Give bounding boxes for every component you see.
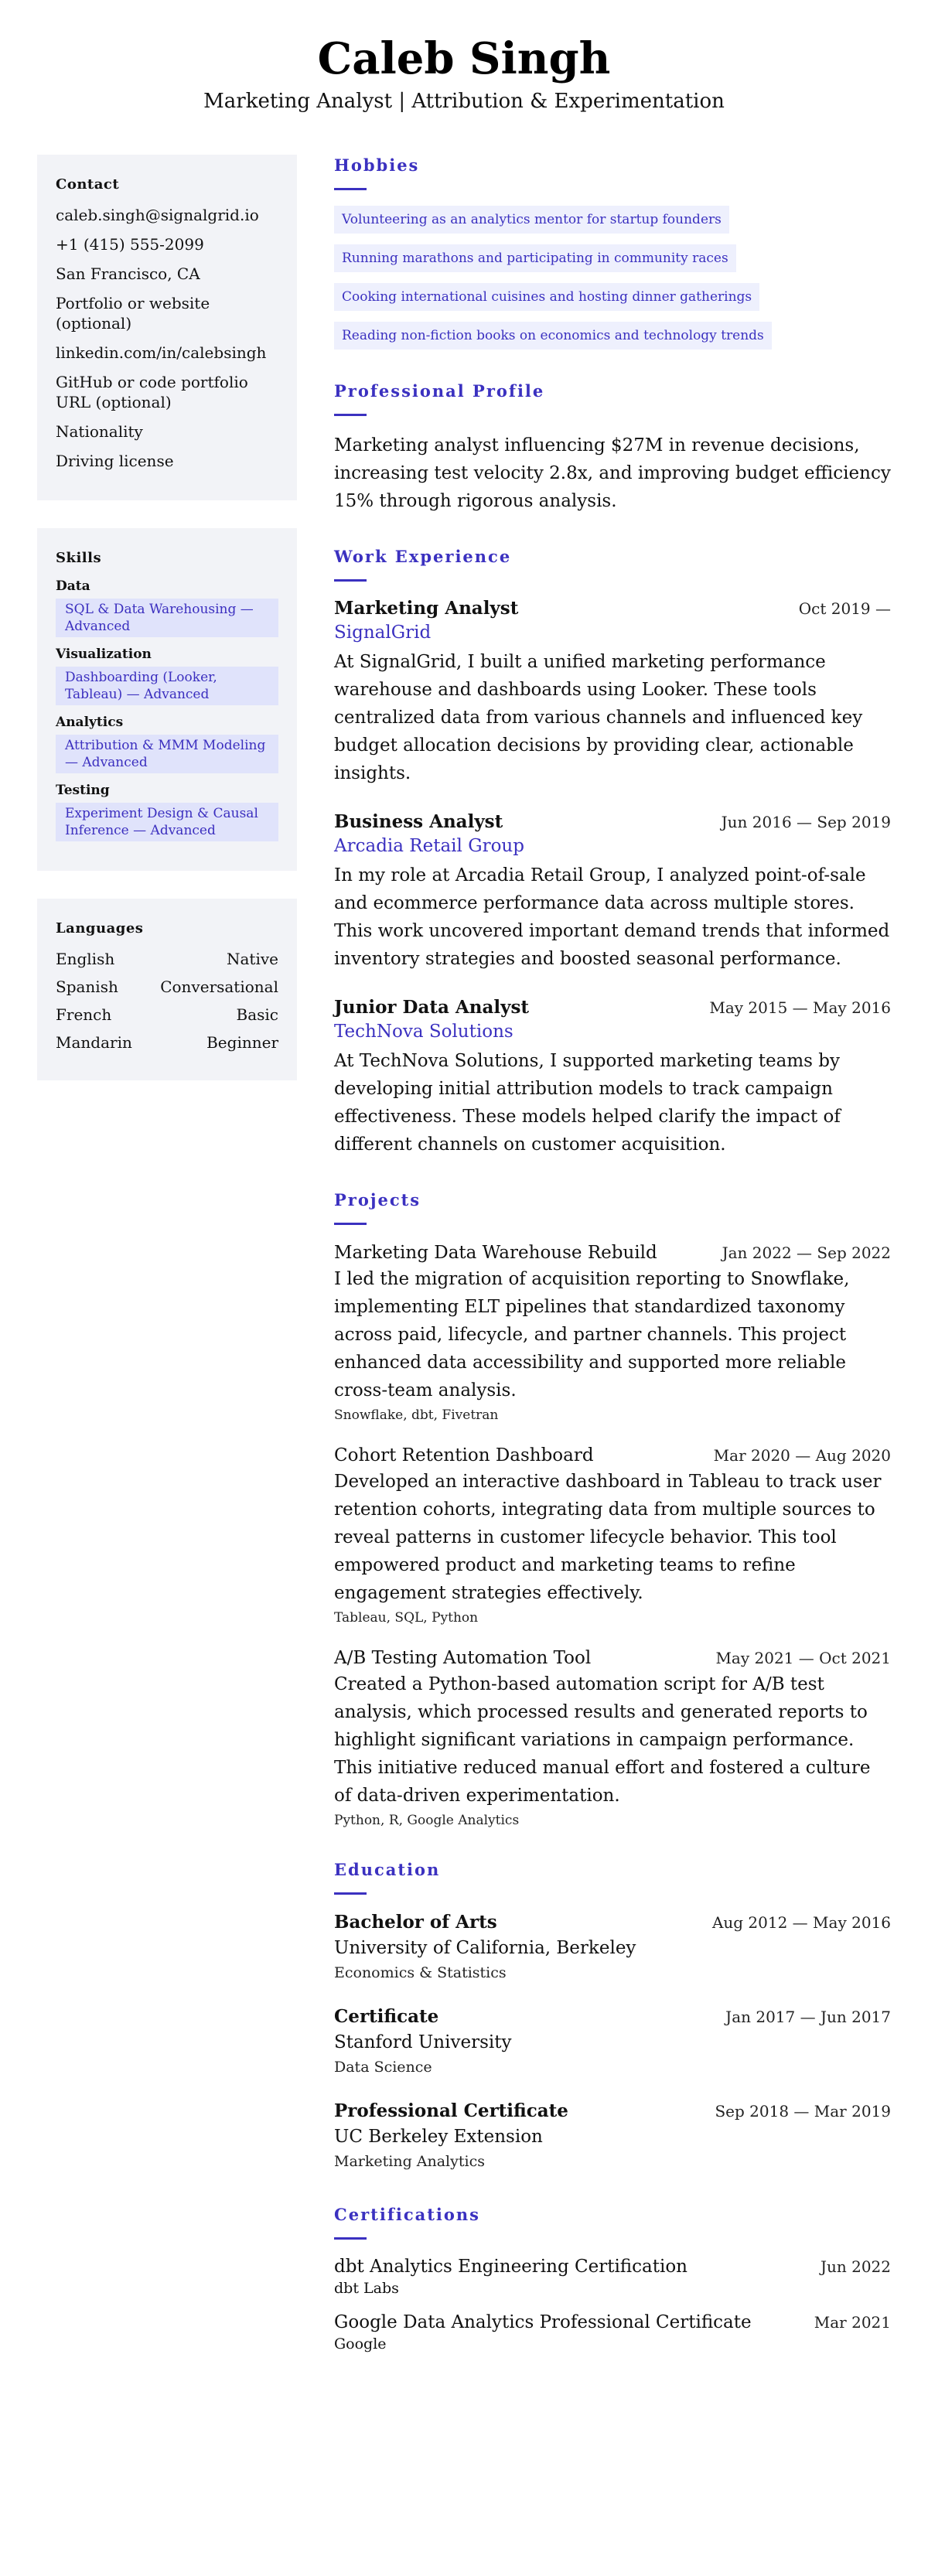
language-name: English [56, 950, 115, 968]
certification-date: Mar 2021 [814, 2313, 891, 2332]
certification-name: Google Data Analytics Professional Certificate [334, 2312, 752, 2332]
skills-title: Skills [56, 550, 102, 566]
job-date: Jun 2016 — Sep 2019 [721, 813, 891, 831]
contact-github[interactable]: GitHub or code portfolio URL (optional) [56, 373, 248, 411]
language-name: Mandarin [56, 1033, 132, 1052]
education-date: Sep 2018 — Mar 2019 [715, 2102, 891, 2121]
job-company: SignalGrid [334, 623, 432, 643]
project-entry [334, 1646, 891, 1828]
profile-summary: Marketing analyst influencing $27M in revenue decisions, increasing test velocity 2.8x, and improving budget efficiency 15% through rigorous analysis. [334, 435, 891, 511]
job-title: Junior Data Analyst [334, 997, 530, 1018]
job-entry [334, 597, 891, 787]
contact-nationality: Nationality [56, 422, 143, 441]
project-tags: Python, R, Google Analytics [334, 1813, 520, 1828]
education-date: Jan 2017 — Jun 2017 [725, 2008, 891, 2026]
languages-title: Languages [56, 920, 144, 937]
project-tags: Tableau, SQL, Python [334, 1610, 479, 1626]
skill-group-label: Visualization [56, 647, 152, 662]
sidebar [37, 155, 297, 1108]
section-divider [334, 1223, 367, 1225]
language-level: Native [227, 950, 278, 968]
job-entry [334, 996, 891, 1158]
education-school: University of California, Berkeley [334, 1938, 636, 1958]
section-divider [334, 1892, 367, 1895]
skill-chip: Experiment Design & Causal Inference — Advanced [56, 803, 278, 841]
skill-group-label: Data [56, 578, 90, 594]
job-company: TechNova Solutions [334, 1022, 513, 1042]
profile-title: Professional Profile [334, 381, 545, 401]
certification-issuer: Google [334, 2335, 387, 2353]
job-date: May 2015 — May 2016 [709, 998, 891, 1017]
job-description: At TechNova Solutions, I supported marketing teams by developing initial attribution models to track campaign effectiveness. These models helped clarify the impact of different channels on customer acquisition. [334, 1051, 841, 1155]
profile-section [334, 380, 891, 515]
language-name: French [56, 1005, 112, 1024]
project-name: Cohort Retention Dashboard [334, 1445, 594, 1465]
certification-entry [334, 2255, 891, 2298]
language-level: Basic [236, 1005, 278, 1024]
candidate-name: Caleb Singh [317, 33, 611, 84]
contact-portfolio[interactable]: Portfolio or website (optional) [56, 294, 210, 333]
education-school: UC Berkeley Extension [334, 2127, 543, 2147]
resume-body [0, 155, 928, 2385]
contact-email[interactable]: caleb.singh@signalgrid.io [56, 206, 259, 224]
skill-group-label: Testing [56, 783, 110, 798]
education-degree: Certificate [334, 2006, 439, 2027]
contact-title: Contact [56, 176, 120, 193]
resume-header [0, 0, 928, 114]
project-entry [334, 1240, 891, 1423]
hobbies-section [334, 155, 891, 350]
project-date: Jan 2022 — Sep 2022 [722, 1244, 891, 1262]
hobbies-title: Hobbies [334, 155, 420, 175]
experience-title: Work Experience [334, 547, 512, 566]
certification-date: Jun 2022 [820, 2257, 891, 2276]
languages-card [37, 899, 297, 1080]
hobby-chip: Running marathons and participating in community races [334, 244, 736, 272]
job-description: In my role at Arcadia Retail Group, I analyzed point-of-sale and ecommerce performance data across multiple stores. This work uncovered important demand trends that informed inventory strategies and boosted seasonal performance. [334, 865, 890, 969]
language-name: Spanish [56, 978, 118, 996]
contact-card [37, 155, 297, 500]
job-title: Marketing Analyst [334, 598, 519, 619]
skill-chip: Attribution & MMM Modeling — Advanced [56, 735, 278, 773]
project-tags: Snowflake, dbt, Fivetran [334, 1407, 499, 1423]
project-description: I led the migration of acquisition reporting to Snowflake, implementing ELT pipelines that standardized taxonomy across paid, lifecycle, and partner channels. This project enhanced data accessibility and supported more reliable cross-team analysis. [334, 1269, 850, 1401]
job-date: Oct 2019 — [798, 599, 891, 618]
hobby-chip: Cooking international cuisines and hosting dinner gatherings [334, 283, 759, 311]
section-divider [334, 579, 367, 582]
education-date: Aug 2012 — May 2016 [711, 1913, 891, 1932]
section-divider [334, 2237, 367, 2240]
education-entry [334, 2005, 891, 2079]
certification-name: dbt Analytics Engineering Certification [334, 2257, 687, 2277]
education-field: Marketing Analytics [334, 2153, 485, 2170]
contact-location: San Francisco, CA [56, 264, 200, 283]
project-date: Mar 2020 — Aug 2020 [713, 1446, 891, 1465]
hobby-chip: Volunteering as an analytics mentor for startup founders [334, 206, 729, 234]
education-title: Education [334, 1860, 441, 1879]
skill-chip: SQL & Data Warehousing — Advanced [56, 599, 278, 637]
education-entry [334, 1910, 891, 1984]
education-school: Stanford University [334, 2032, 512, 2052]
project-description: Developed an interactive dashboard in Tableau to track user retention cohorts, integrating data from multiple sources to reveal patterns in customer lifecycle behavior. This tool empowered product and marketing teams to refine engagement strategies effectively. [334, 1472, 882, 1603]
certifications-section [334, 2204, 891, 2354]
language-level: Beginner [206, 1033, 278, 1052]
skill-group-label: Analytics [56, 715, 124, 730]
education-degree: Bachelor of Arts [334, 1912, 497, 1933]
job-title: Business Analyst [334, 811, 503, 832]
contact-linkedin[interactable]: linkedin.com/in/calebsingh [56, 343, 267, 362]
education-section [334, 1859, 891, 2173]
job-description: At SignalGrid, I built a unified marketing performance warehouse and dashboards using Looker. These tools centralized data from various channels and influenced key budget allocation decisions by providing clear, actionable insights. [334, 652, 863, 783]
job-company: Arcadia Retail Group [334, 836, 524, 856]
project-name: A/B Testing Automation Tool [334, 1648, 592, 1668]
language-row [56, 1032, 278, 1053]
certification-entry [334, 2311, 891, 2354]
language-level: Conversational [160, 978, 278, 996]
section-divider [334, 188, 367, 190]
certification-issuer: dbt Labs [334, 2280, 399, 2297]
candidate-title: Marketing Analyst | Attribution & Experimentation [203, 90, 725, 113]
project-date: May 2021 — Oct 2021 [715, 1649, 891, 1667]
certifications-title: Certifications [334, 2205, 480, 2224]
language-row [56, 949, 278, 969]
contact-phone[interactable]: +1 (415) 555-2099 [56, 235, 204, 254]
project-name: Marketing Data Warehouse Rebuild [334, 1243, 657, 1263]
language-row [56, 1005, 278, 1025]
education-degree: Professional Certificate [334, 2100, 568, 2121]
job-entry [334, 810, 891, 973]
language-row [56, 977, 278, 997]
education-field: Data Science [334, 2059, 432, 2076]
projects-title: Projects [334, 1190, 421, 1210]
projects-section [334, 1189, 891, 1828]
education-entry [334, 2099, 891, 2173]
section-divider [334, 414, 367, 416]
project-entry [334, 1443, 891, 1626]
project-description: Created a Python-based automation script for A/B test analysis, which processed results and generated reports to highlight significant variations in campaign performance. This initiative reduced manual effort and fostered a culture of data-driven experimentation. [334, 1674, 871, 1806]
experience-section [334, 546, 891, 1158]
contact-driving-license: Driving license [56, 452, 174, 470]
education-field: Economics & Statistics [334, 1964, 507, 1981]
main-column [334, 155, 891, 2385]
hobby-chip: Reading non-fiction books on economics and technology trends [334, 322, 772, 350]
skills-card [37, 528, 297, 871]
skill-chip: Dashboarding (Looker, Tableau) — Advanced [56, 667, 278, 705]
